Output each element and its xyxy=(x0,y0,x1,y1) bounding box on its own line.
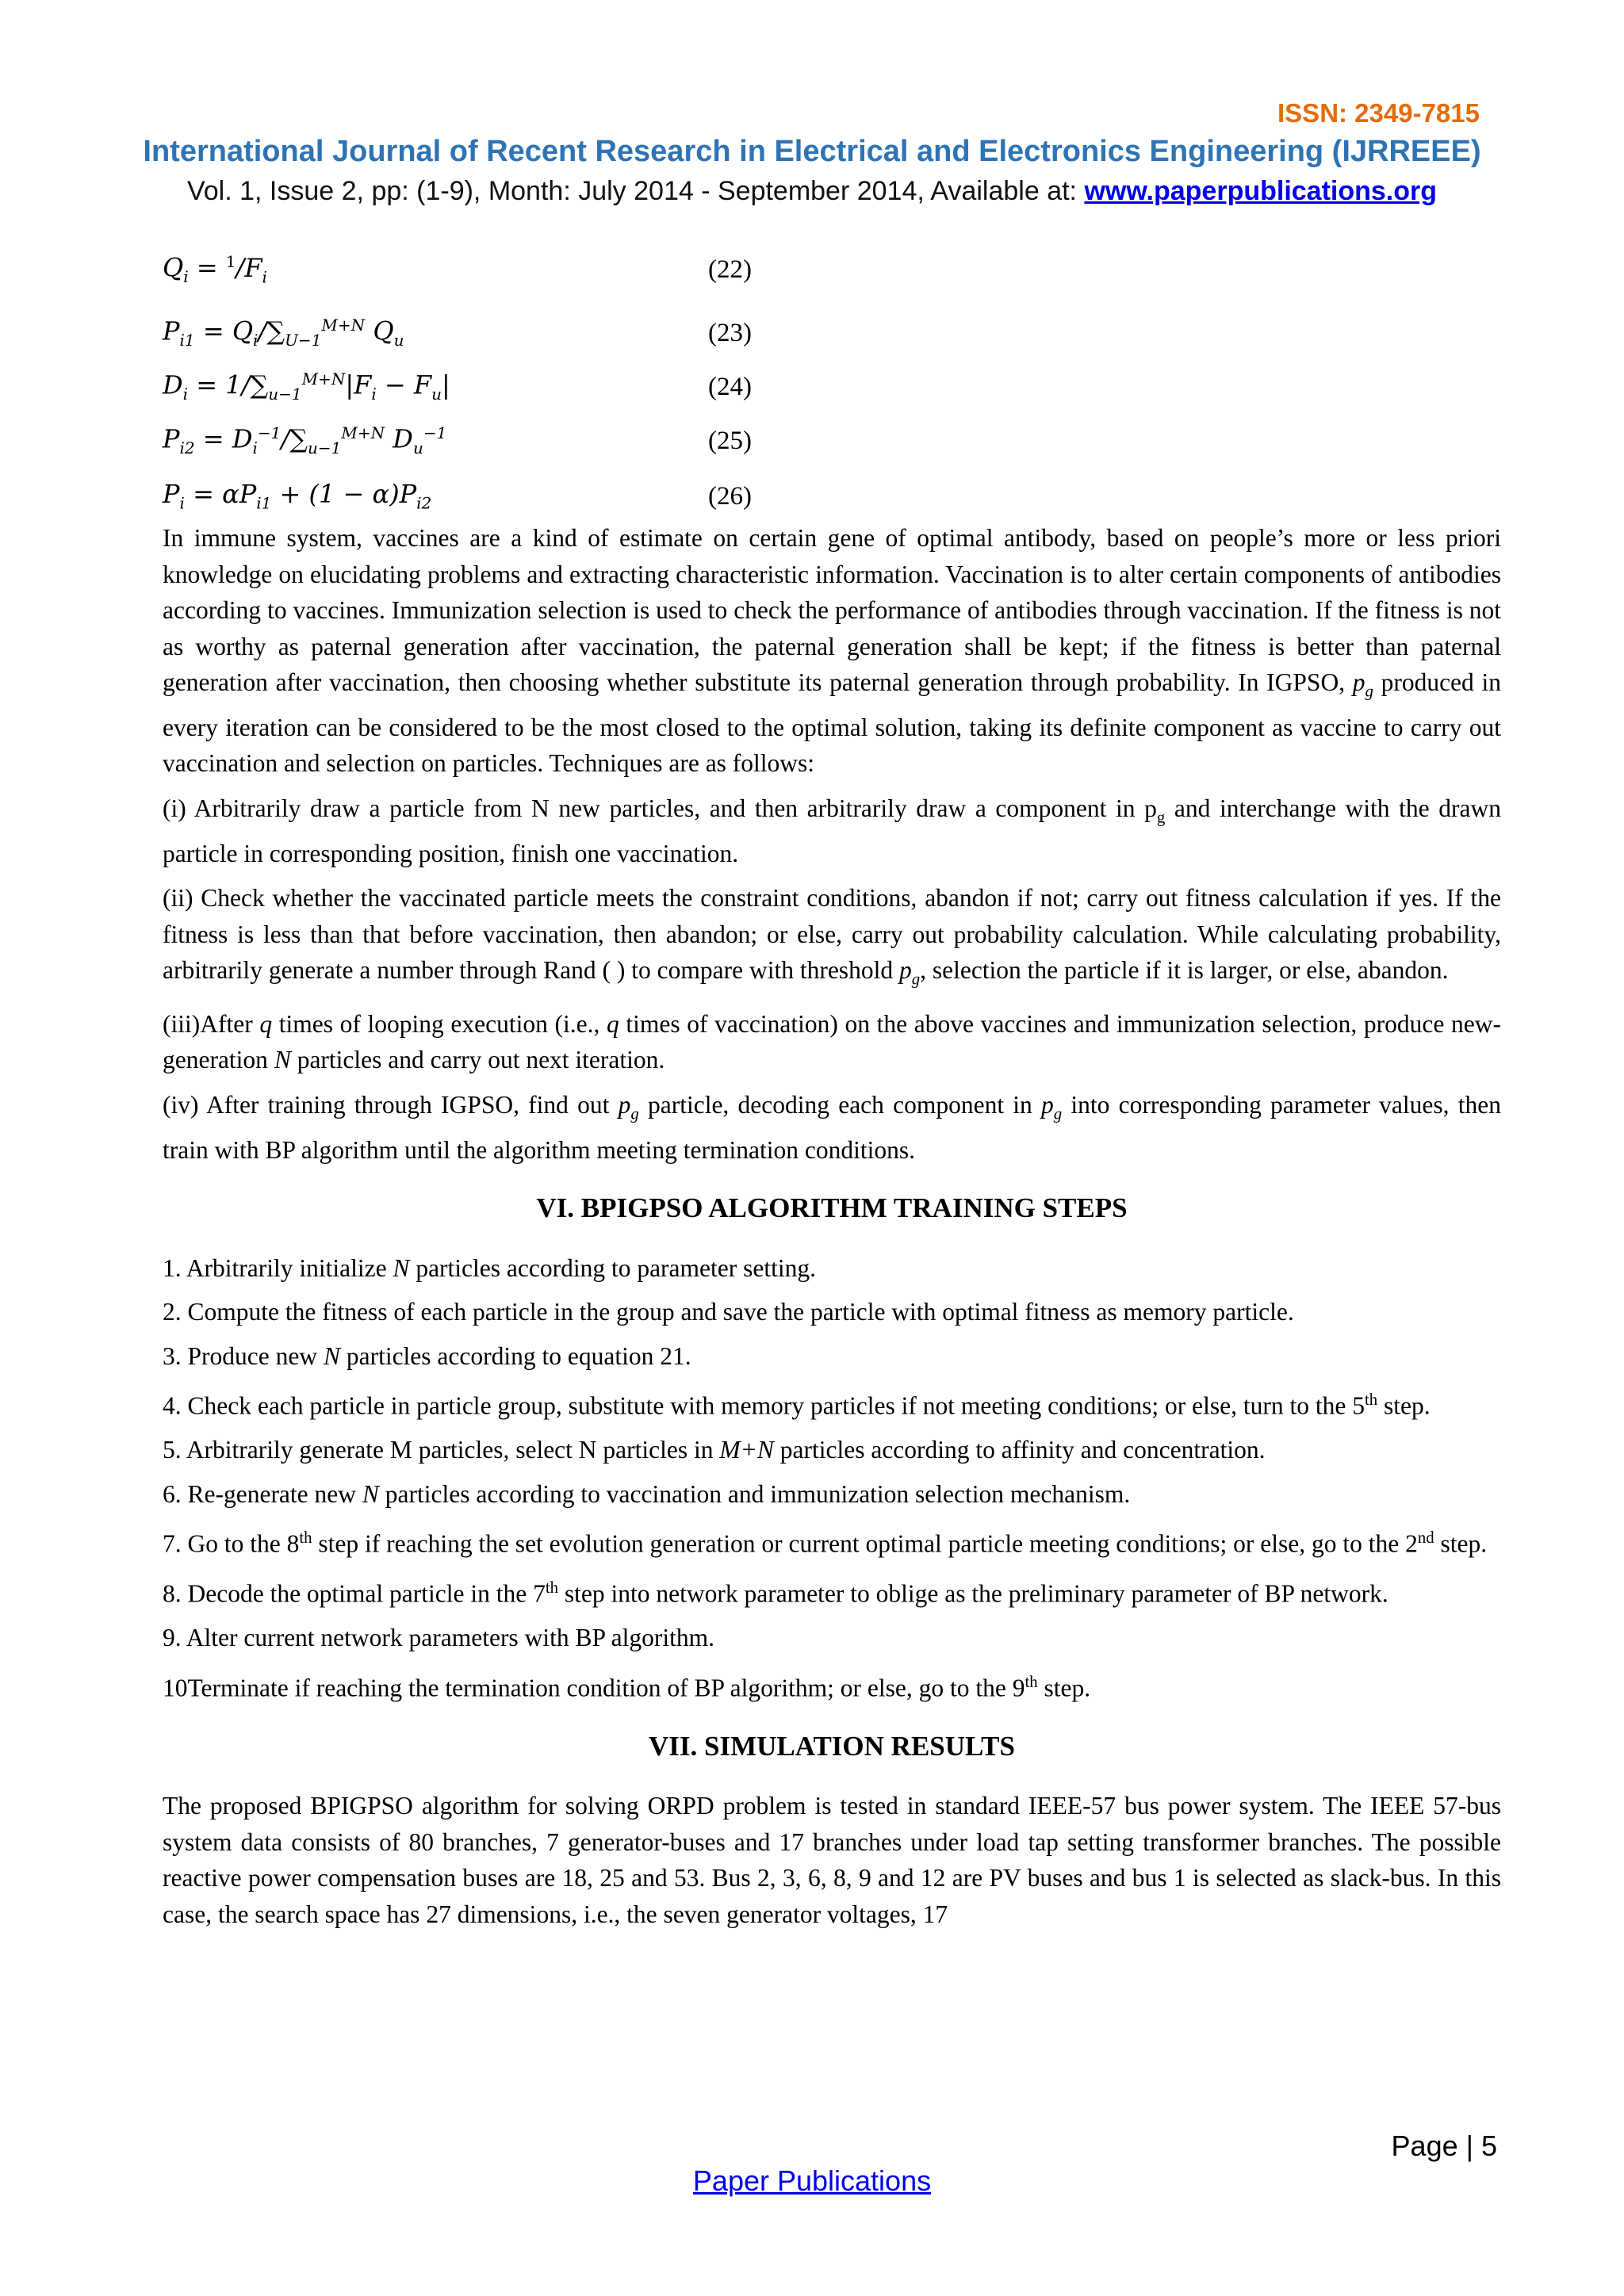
issn: ISSN: 2349-7815 xyxy=(1277,98,1480,128)
list-item: 4. Check each particle in particle group, substitute with memory particles if not meeting conditions; or else, turn to the 5th step. xyxy=(163,1391,1431,1420)
equation-number: (23) xyxy=(708,319,752,347)
vaccination-step-iv: (iv) After training through IGPSO, find out $p_g$ particle, decoding each component in $p_g$ into corresponding parameter values, then train with BP algorithm until the algorithm meeting termination conditions. xyxy=(163,1090,1501,1164)
equation-23: $P_{i1} = Q_i/\sum_{U-1}^{M+N}$ $Q_u$ xyxy=(163,316,404,350)
section-vii-heading: VII. SIMULATION RESULTS xyxy=(649,1730,1015,1762)
body-text xyxy=(163,520,1501,1941)
vaccination-step-iii: (iii)After q times of looping execution (i.e., q times of vaccination) on the above vaccines and immunization selection, produce new-generation N particles and carry out next iteration. xyxy=(163,1009,1501,1074)
journal-title: International Journal of Recent Research in Electrical and Electronics Engineering (IJRREEE) xyxy=(143,135,1481,168)
paragraph-simulation: The proposed BPIGPSO algorithm for solving ORPD problem is tested in standard IEEE-57 bus power system. The IEEE 57-bus system data consists of 80 branches, 7 generator-buses and 17 branches under load tap setting transformer branches. The possible reactive power compensation buses are 18, 25 and 53. Bus 2, 3, 6, 8, 9 and 12 are PV buses and bus 1 is selected as slack-bus. In this case, the search space has 27 dimensions, i.e., the seven generator voltages, 17 xyxy=(163,1792,1501,1928)
section-vi-heading: VI. BPIGPSO ALGORITHM TRAINING STEPS xyxy=(536,1192,1128,1224)
vaccination-step-i: (i) Arbitrarily draw a particle from N new particles, and then arbitrarily draw a component in $p_g$ and interchange with the drawn particle in corresponding position, finish one vaccination. xyxy=(163,794,1501,867)
page-number: Page | 5 xyxy=(1391,2130,1497,2162)
volume-line xyxy=(0,176,1624,207)
equation-number: (24) xyxy=(708,373,752,401)
list-item: 5. Arbitrarily generate M particles, select N particles in M+N particles according to affinity and concentration. xyxy=(163,1436,1266,1464)
equation-number: (22) xyxy=(708,255,752,284)
list-item: 6. Re-generate new N particles according to vaccination and immunization selection mechanism. xyxy=(163,1479,1131,1508)
equation-number: (26) xyxy=(708,482,752,511)
list-item: 9. Alter current network parameters with BP algorithm. xyxy=(163,1624,715,1652)
vaccination-step-ii: (ii) Check whether the vaccinated particle meets the constraint conditions, abandon if not; carry out fitness calculation if yes. If the fitness is less than that before vaccination, then abandon; or else, carry out probability calculation. While calculating probability, arbitrarily generate a number through Rand ( ) to compare with threshold $p_g$, selection the particle if it is larger, or else, abandon. xyxy=(163,884,1501,989)
list-item: 2. Compute the fitness of each particle in the group and save the particle with optimal fitness as memory particle. xyxy=(163,1298,1294,1326)
equation-25: $P_{i2} = D_i^{-1}/\sum_{u-1}^{M+N}$ $D_u^{-1}$ xyxy=(163,423,447,458)
volume-text: Vol. 1, Issue 2, pp: (1-9), Month: July 2014 - September 2014, Available at: xyxy=(186,176,1085,206)
publisher-link[interactable]: Paper Publications xyxy=(692,2164,932,2197)
equation-26: $P_i = \alpha P_{i1} + (1 - \alpha)P_{i2}$ xyxy=(163,479,432,513)
list-item: 7. Go to the 8th step if reaching the set evolution generation or current optimal particle meeting conditions; or else, go to the 2nd step. xyxy=(163,1529,1488,1558)
equation-number: (25) xyxy=(708,427,752,455)
list-item: 1. Arbitrarily initialize N particles according to parameter setting. xyxy=(163,1253,816,1282)
paragraph-immune: In immune system, vaccines are a kind of estimate on certain gene of optimal antibody, based on people’s more or less priori knowledge on elucidating problems and extracting characteristic information. Vaccination is to alter certain components of antibodies according to vaccines. Immunization selection is used to check the performance of antibodies through vaccination. If the fitness is not as worthy as paternal generation after vaccination, the paternal generation shall be kept; if the fitness is better than paternal generation after vaccination, then choosing whether substitute its paternal generation through probability. In IGPSO, $p_g$ produced in every iteration can be considered to be the most closed to the optimal solution, taking its definite component as vaccine to carry out vaccination and selection on particles. Techniques are as follows: xyxy=(163,524,1501,778)
pg-symbol: $p_g$ xyxy=(1352,668,1373,701)
list-item: 10Terminate if reaching the termination condition of BP algorithm; or else, go to the 9th step. xyxy=(163,1672,1091,1702)
pg-symbol: $p_g$ xyxy=(898,956,921,989)
training-steps-list xyxy=(163,1250,1501,1706)
list-item: 3. Produce new N particles according to equation 21. xyxy=(163,1341,691,1370)
equation-22: $Q_i = ^1/F_i$ xyxy=(163,252,267,287)
equation-24: $D_i = 1/\sum_{u-1}^{M+N}|F_i - F_u|$ xyxy=(163,369,450,404)
list-item: 8. Decode the optimal particle in the 7th step into network parameter to oblige as the preliminary parameter of BP network. xyxy=(163,1578,1388,1608)
website-link[interactable]: www.paperpublications.org xyxy=(1084,176,1438,206)
